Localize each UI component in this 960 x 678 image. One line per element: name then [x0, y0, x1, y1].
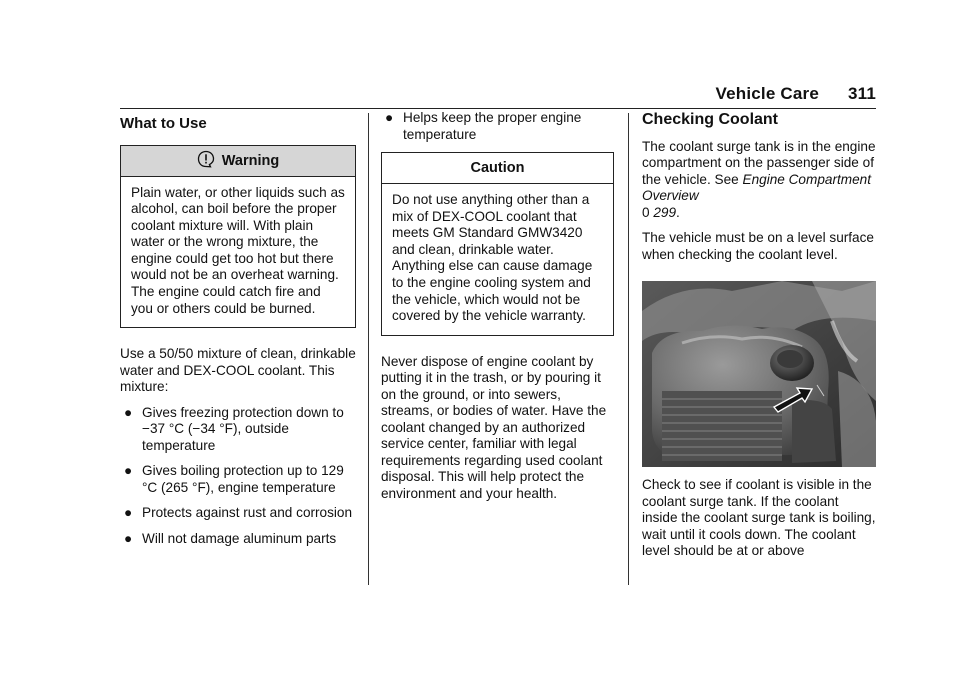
- warning-title: Warning: [221, 152, 280, 169]
- caution-box: [381, 152, 614, 336]
- warning-body: Plain water, or other liquids such as alcohol, can boil before the proper coolant mixture will. With plain water or the wrong mixture, the engine could get too hot but there would not be an overheat warning. The engine could catch fire and you or others could be burned.: [131, 184, 345, 316]
- surge-tank-paragraph: The coolant surge tank is in the engine compartment on the passenger side of the vehicle. See Engine Compartment Overview 0 299.: [642, 138, 876, 220]
- page-ref-icon: 0: [642, 204, 650, 220]
- column-divider: [368, 113, 369, 585]
- header-rule: [120, 108, 876, 109]
- engine-compartment-link[interactable]: Engine Compartment Overview: [642, 171, 871, 203]
- what-to-use-heading: What to Use: [120, 115, 207, 132]
- continued-bullets: [381, 110, 614, 143]
- bullet-icon: ●: [124, 530, 133, 546]
- caution-title: Caution: [382, 153, 613, 184]
- checking-coolant-heading: Checking Coolant: [642, 111, 779, 128]
- page-number: 311: [847, 84, 876, 103]
- warning-header: [121, 146, 355, 177]
- check-coolant-paragraph: Check to see if coolant is visible in the coolant surge tank. If the coolant inside the coolant surge tank is boiling, wait until it cools down. The coolant level should be at or above: [642, 477, 876, 558]
- bullet-icon: ●: [124, 505, 133, 521]
- warning-box: [120, 145, 356, 329]
- page-header: [716, 84, 877, 104]
- list-item: ● Helps keep the proper engine temperature: [385, 110, 582, 142]
- mixture-intro: Use a 50/50 mixture of clean, drinkable water and DEX-COOL coolant. This mixture:: [120, 346, 356, 395]
- caution-body: Do not use anything other than a mix of DEX-COOL coolant that meets GM Standard GMW3420 and clean, drinkable water. Anything else can cause damage to the engine cooling system and the vehicle, which would not be covered by the vehicle warranty.: [392, 192, 593, 324]
- mixture-bullets: [120, 405, 356, 548]
- coolant-tank-photo: [642, 281, 876, 467]
- list-item: ● Will not damage aluminum parts: [124, 530, 337, 546]
- column-1: [120, 110, 356, 556]
- column-divider: [628, 113, 629, 585]
- column-3: [642, 110, 876, 569]
- list-item: ● Protects against rust and corrosion: [124, 505, 353, 521]
- bullet-icon: ●: [124, 463, 133, 479]
- bullet-icon: ●: [385, 110, 394, 125]
- page-ref-link[interactable]: 299: [653, 204, 677, 220]
- column-2: [381, 110, 614, 511]
- list-item: ● Gives freezing protection down to −37 °C (−34 °F), outside temperature: [124, 404, 344, 453]
- level-surface-paragraph: The vehicle must be on a level surface when checking the coolant level.: [642, 230, 874, 262]
- section-title: Vehicle Care: [715, 84, 820, 103]
- warning-icon: [197, 150, 215, 168]
- bullet-icon: ●: [124, 404, 133, 420]
- disposal-paragraph: Never dispose of engine coolant by putting it in the trash, or by pouring it on the ground, or into sewers, streams, or bodies of water. Have the coolant changed by an authorized service center, familiar with legal requirements regarding used coolant disposal. This will help protect the environment and your health.: [381, 353, 607, 501]
- list-item: ● Gives boiling protection up to 129 °C (265 °F), engine temperature: [124, 463, 344, 495]
